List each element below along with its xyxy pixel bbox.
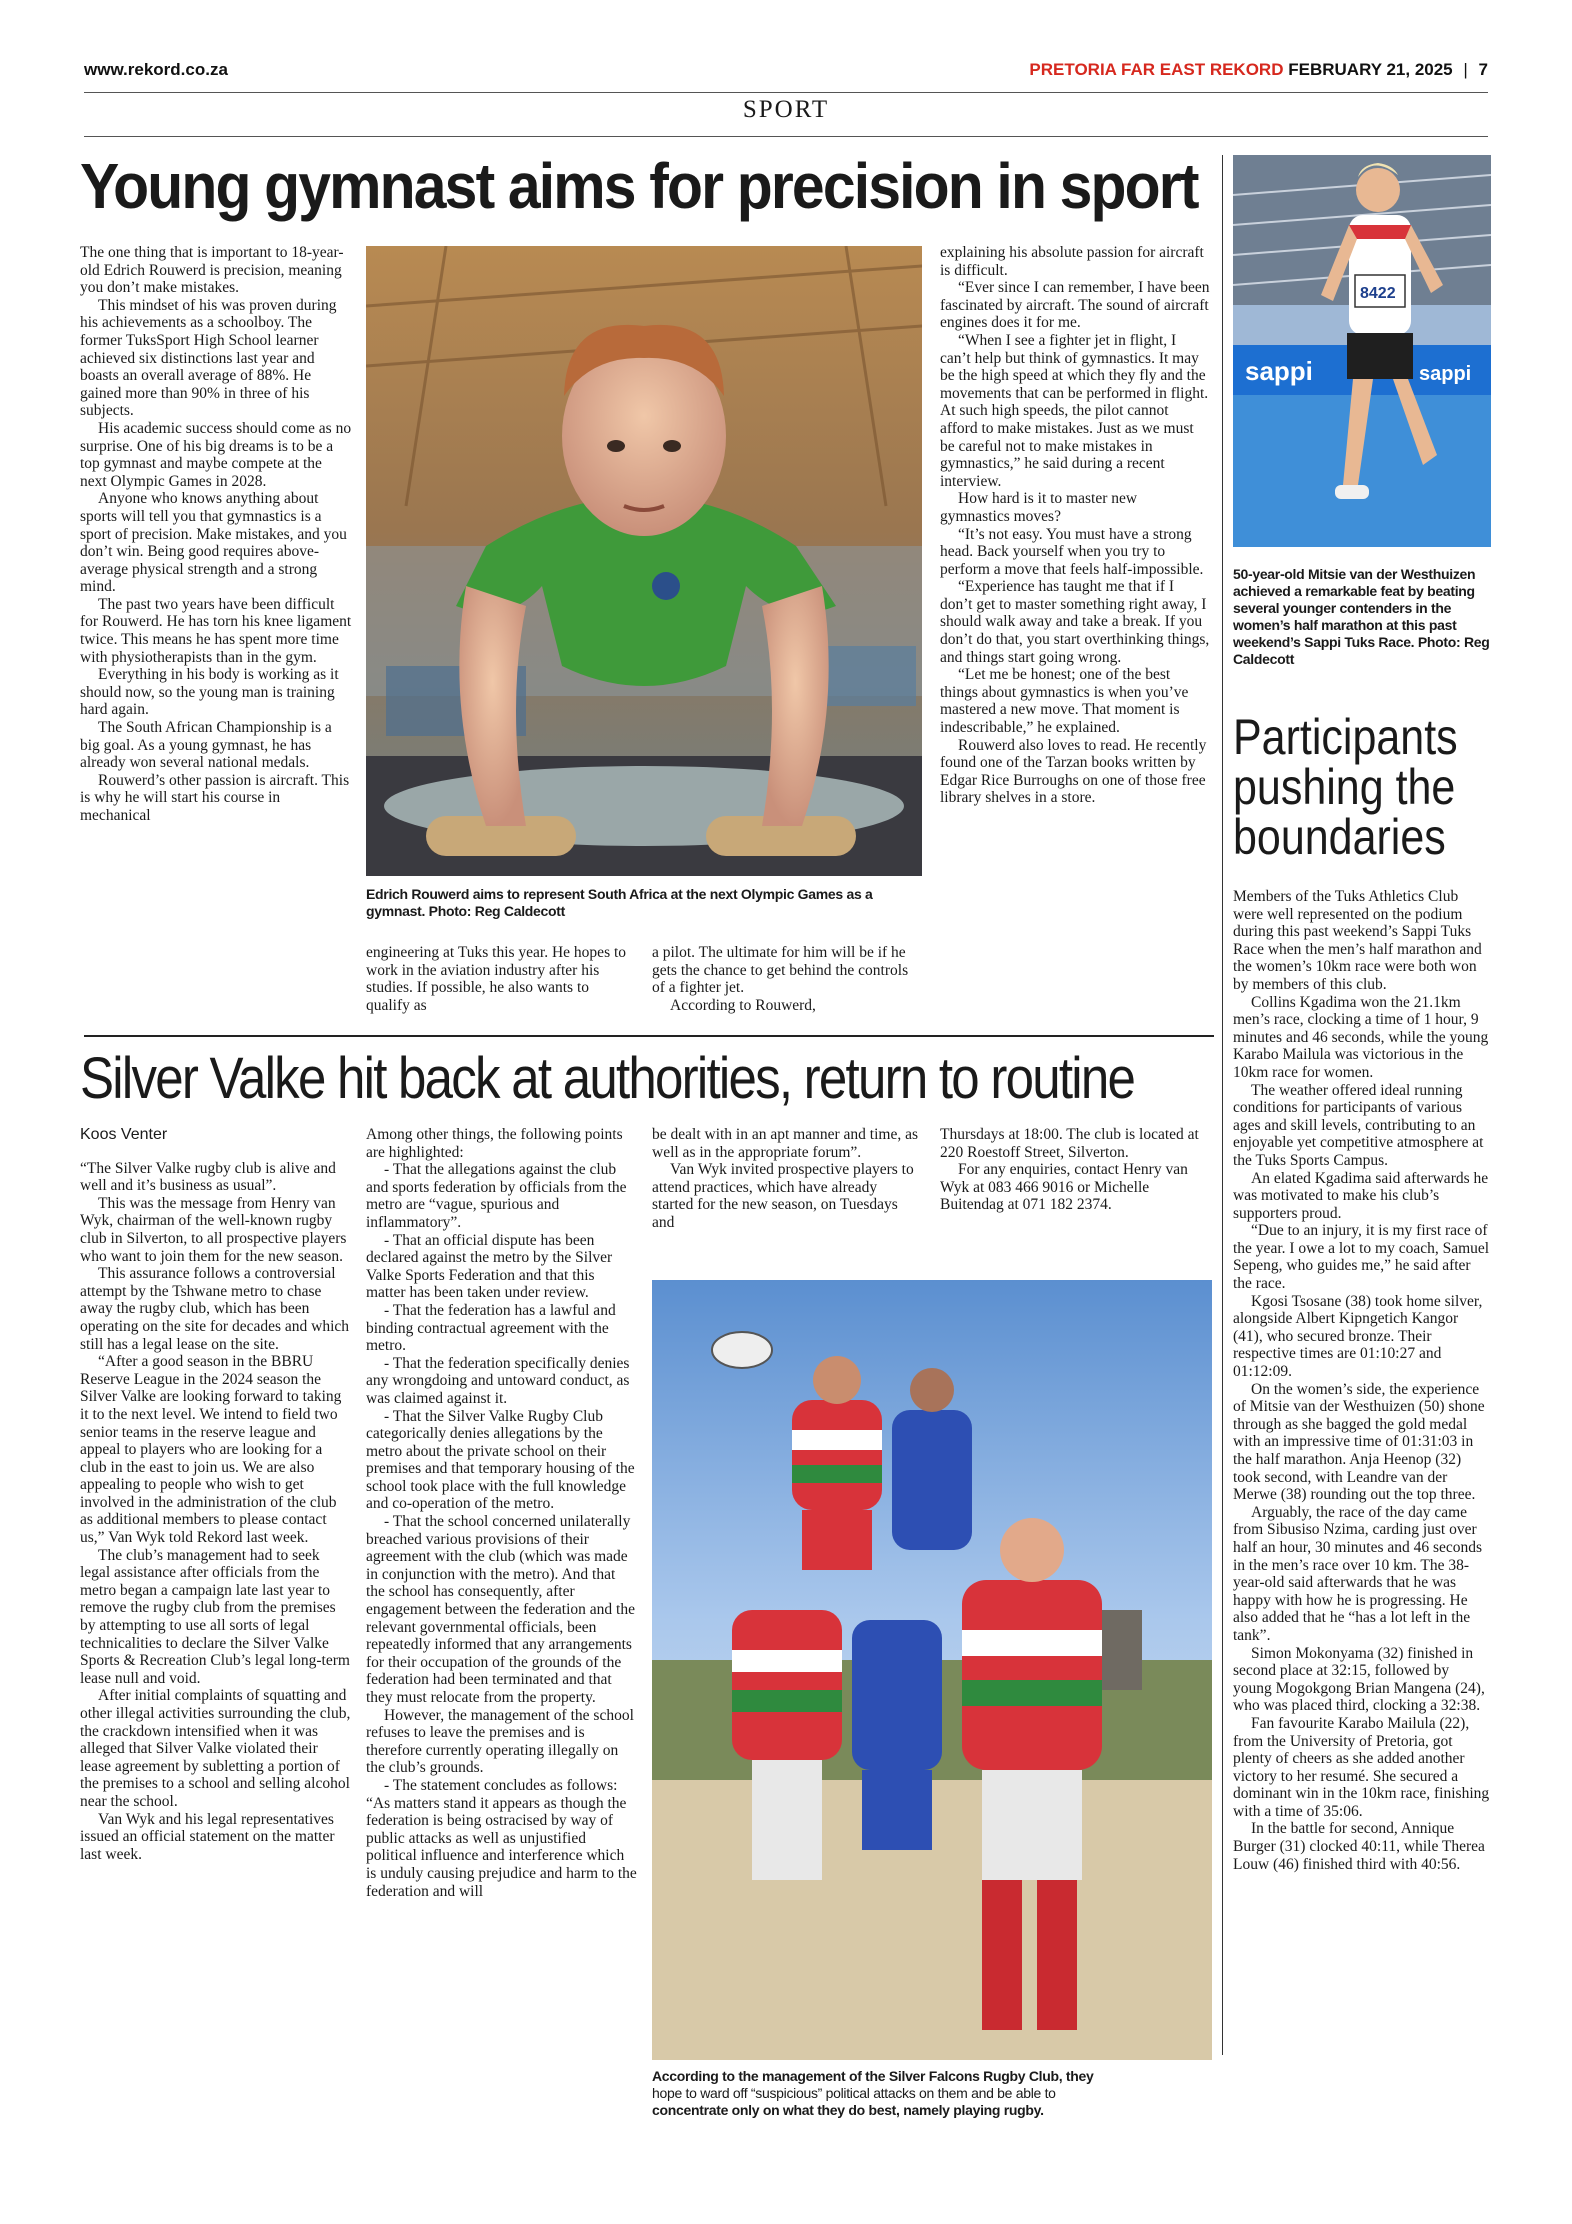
- paragraph: Members of the Tuks Athletics Club were well represented on the podium during this past weekend’s Sappi Tuks Race when the men’s half marathon and the women’s 10km race were both won by members of this club.: [1233, 888, 1482, 993]
- sponsor-banner: sappi: [1245, 356, 1313, 386]
- runner-photo: [1233, 155, 1491, 547]
- paragraph: This assurance follows a controversial attempt by the Tshwane metro to chase away the rugby club, which has been operating on the site for decades and which still has a legal lease on the site.: [80, 1265, 350, 1353]
- paragraph: - That the federation has a lawful and binding contractual agreement with the metro.: [366, 1301, 616, 1355]
- paragraph: “When I see a fighter jet in flight, I can’t help but think of gymnastics. It may be the high speed at which they fly and the movements that can be performed in flight. At such high speeds, the pilot cannot afford to make mistakes. Just as we must be careful not to make mistakes in gymnastics,” he said during a recent interview.: [940, 331, 1209, 490]
- rugby-caption-light: hope to ward off “suspicious” political attacks on them and be able to: [652, 2085, 1056, 2101]
- paragraph: Van Wyk and his legal representatives issued an official statement on the matter last week.: [80, 1810, 335, 1863]
- paragraph: In the battle for second, Annique Burger (31) clocked 40:11, while Therea Louw (46) finished third with 40:56.: [1233, 1820, 1485, 1873]
- paragraph: According to Rouwerd,: [670, 996, 816, 1014]
- valke-column-1: [80, 1126, 352, 1863]
- paragraph: - That the Silver Valke Rugby Club categorically denies allegations by the metro about the private school on their premises and that temporary housing of the school took place with the full knowledge and co-operation of the metro.: [366, 1407, 635, 1513]
- gymnast-illustration: [366, 246, 922, 876]
- byline: Koos Venter: [80, 1126, 168, 1143]
- paragraph: An elated Kgadima said afterwards he was motivated to make his club’s supporters proud.: [1233, 1169, 1489, 1222]
- gymnast-photo: [366, 246, 922, 876]
- header-rule: [84, 92, 1488, 93]
- paragraph: explaining his absolute passion for aircraft is difficult.: [940, 244, 1204, 279]
- gymnast-column-1: [80, 244, 352, 1022]
- paragraph: Fan favourite Karabo Mailula (22), from the University of Pretoria, got plenty of cheers as she added another victory to her resumé. She secured a dominant win in the 10km race, finishing with a time of 35:06.: [1233, 1714, 1490, 1820]
- paragraph: Among other things, the following points are highlighted:: [366, 1126, 623, 1161]
- paragraph: Anyone who knows anything about sports will tell you that gymnastics is a sport of precision. Make mistakes, and you don’t win. Being good requires above-average physical strength and a strong mind.: [80, 490, 347, 596]
- paragraph: Arguably, the race of the day came from Sibusiso Nzima, carding just over half an hour, 30 minutes and 46 seconds in the men’s race over 10 km. The 38-year-old said afterwards that he was happy with how he is progressing. He also added that he “has a lot left in the tank”.: [1233, 1503, 1483, 1644]
- runner-photo-caption: 50-year-old Mitsie van der Westhuizen achieved a remarkable feat by beating several younger contenders in the women’s half marathon at this past weekend’s Sappi Tuks Race. Photo: Reg Caldecott: [1233, 566, 1490, 667]
- separator: |: [1463, 60, 1468, 79]
- paragraph: His academic success should come as no surprise. One of his big dreams is to be a top gymnast and maybe compete at the next Olympic Games in 2028.: [80, 419, 352, 490]
- paragraph: Simon Mokonyama (32) finished in second place at 32:15, followed by young Mogokgong Brian Mangena (24), who was placed third, clocking a 32:38.: [1233, 1644, 1485, 1715]
- headline-gymnast[interactable]: Young gymnast aims for precision in sport: [80, 150, 1198, 222]
- paragraph: be dealt with in an apt manner and time, as well as in the appropriate forum”.: [652, 1126, 918, 1161]
- issue-date: FEBRUARY 21, 2025: [1288, 60, 1453, 79]
- rugby-caption-bold-2: concentrate only on what they do best, namely playing rugby.: [652, 2102, 1044, 2118]
- paragraph: a pilot. The ultimate for him will be if he gets the chance to get behind the controls of a fighter jet.: [652, 944, 909, 997]
- gymnast-column-4: [940, 244, 1210, 807]
- paragraph: Kgosi Tsosane (38) took home silver, alongside Albert Kipngetich Kangor (41), who secured bronze. Their respective times are 01:10:27 and 01:12:09.: [1233, 1292, 1483, 1381]
- athletics-column: [1233, 888, 1491, 1873]
- paragraph: - That the federation specifically denies any wrongdoing and untoward conduct, as was claimed against it.: [366, 1354, 630, 1407]
- article-divider: [84, 1035, 1214, 1037]
- bib-number: 8422: [1360, 285, 1396, 302]
- column-divider: [1222, 155, 1223, 2055]
- valke-column-2: [366, 1126, 638, 1900]
- headline-participants[interactable]: Participants pushing the boundaries: [1233, 709, 1458, 865]
- paragraph: The weather offered ideal running conditions for participants of various ages and skill levels, contributing to an enjoyable yet competitive atmosphere at the Tuks Sports Campus.: [1233, 1081, 1484, 1169]
- paragraph: After initial complaints of squatting and other illegal activities surrounding the club, the crackdown intensified when it was alleged that Silver Valke violated their lease agreement by subletting a portion of the premises to a school and selling alcohol near the school.: [80, 1687, 351, 1810]
- publication-name: PRETORIA FAR EAST REKORD: [1029, 60, 1284, 79]
- paragraph: “Due to an injury, it is my first race of the year. I owe a lot to my coach, Samuel Sepeng, who guides me,” he said after the race.: [1233, 1222, 1490, 1293]
- valke-column-4: [940, 1126, 1210, 1214]
- paragraph: “Experience has taught me that if I don’t get to master something right away, I should walk away and take a break. If you don’t do that, you start overthinking things, and things start going wrong.: [940, 578, 1210, 666]
- paragraph: engineering at Tuks this year. He hopes to work in the aviation industry after his studies. If possible, he also wants to qualify as: [366, 944, 627, 1014]
- gymnast-column-2: [366, 944, 632, 1014]
- rugby-photo: [652, 1280, 1212, 2060]
- paragraph: Rouwerd also loves to read. He recently found one of the Tarzan books written by Edgar Rice Burroughs on one of those free library shelves in a store.: [940, 736, 1207, 807]
- runner-illustration: [1233, 155, 1491, 547]
- paragraph: - That the school concerned unilaterally breached various provisions of their agreement with the club (which was made in conjunction with the metro). And that the school has consequently, after engagement between the federation and the relevant governmental officials, been repeatedly informed that any arrangements for their occupation of the grounds of the federation had been terminated and that they must relocate from the property.: [366, 1513, 635, 1706]
- valke-column-3: [652, 1126, 922, 1232]
- paragraph: “Let me be honest; one of the best things about gymnastics is when you’ve mastered a new move. That moment is indescribable,” he explained.: [940, 666, 1189, 737]
- paragraph: Everything in his body is working as it should now, so the young man is training hard again.: [80, 666, 339, 719]
- paragraph: However, the management of the school refuses to leave the premises and is therefore currently operating illegally on the club’s grounds.: [366, 1706, 634, 1777]
- paragraph: The South African Championship is a big goal. As a young gymnast, he has already won several national medals.: [80, 719, 332, 772]
- paragraph: - That the allegations against the club and sports federation by officials from the metro are “vague, spurious and inflammatory”.: [366, 1161, 627, 1231]
- paragraph: - That an official dispute has been declared against the metro by the Silver Valke Sports Federation and that this matter has been taken under review.: [366, 1231, 613, 1302]
- paragraph: The club’s management had to seek legal assistance after officials from the metro began a campaign late last year to remove the rugby club from the premises by attempting to use all sorts of legal technicalities to declare the Silver Valke Sports & Recreation Club’s legal long-term lease null and void.: [80, 1546, 350, 1687]
- paragraph: The past two years have been difficult for Rouwerd. He has torn his knee ligament twice. This means he has spent more time with physiotherapists than in the gym.: [80, 595, 352, 666]
- headline-silver-valke[interactable]: Silver Valke hit back at authorities, return to routine: [80, 1046, 1135, 1111]
- sponsor-banner-repeat: sappi: [1419, 363, 1472, 385]
- website-url[interactable]: www.rekord.co.za: [84, 60, 228, 79]
- paragraph: “The Silver Valke rugby club is alive and well and it’s business as usual”.: [80, 1159, 336, 1195]
- paragraph: This mindset of his was proven during his achievements as a schoolboy. The former TuksSport High School learner achieved six distinctions last year and boasts an overall average of 88%. He gained more than 90% in three of his subjects.: [80, 296, 337, 420]
- paragraph: For any enquiries, contact Henry van Wyk at 083 466 9016 or Michelle Buitendag at 071 182 2374.: [940, 1161, 1188, 1214]
- page-number: 7: [1478, 60, 1488, 79]
- paragraph: Thursdays at 18:00. The club is located at 220 Roestoff Street, Silverton.: [940, 1126, 1199, 1161]
- paragraph: Rouwerd’s other passion is aircraft. This is why he will start his course in mechanical: [80, 771, 350, 824]
- rugby-caption-bold-1: According to the management of the Silver Falcons Rugby Club, they: [652, 2068, 1094, 2084]
- paragraph: Van Wyk invited prospective players to attend practices, which have already started for the new season, on Tuesdays and: [652, 1161, 914, 1231]
- masthead-info: [1029, 60, 1488, 80]
- paragraph: The one thing that is important to 18-year-old Edrich Rouwerd is precision, meaning you don’t make mistakes.: [80, 244, 344, 297]
- paragraph: On the women’s side, the experience of Mitsie van der Westhuizen (50) shone through as she bagged the gold medal with an impressive time of 01:31:03 in the half marathon. Anja Heenop (32) took second, with Leandre van der Merwe (38) rounding out the top three.: [1233, 1380, 1485, 1504]
- paragraph: How hard is it to master new gymnastics moves?: [940, 490, 1138, 525]
- rugby-photo-caption: [652, 2068, 1212, 2119]
- section-rule: [84, 136, 1488, 137]
- section-label: SPORT: [742, 96, 830, 123]
- paragraph: “Ever since I can remember, I have been fascinated by aircraft. The sound of aircraft engines does it for me.: [940, 279, 1210, 332]
- paragraph: - The statement concludes as follows: “As matters stand it appears as though the federation is being ostracised by way of public attacks as well as unjustified political influence and interference which is unduly causing prejudice and harm to the federation and will: [366, 1776, 637, 1900]
- gymnast-photo-caption: Edrich Rouwerd aims to represent South Africa at the next Olympic Games as a gymnast. Photo: Reg Caldecott: [366, 886, 873, 919]
- paragraph: Collins Kgadima won the 21.1km men’s race, clocking a time of 1 hour, 9 minutes and 46 seconds, while the young Karabo Mailula was victorious in the 10km race for women.: [1233, 993, 1489, 1081]
- paragraph: “It’s not easy. You must have a strong head. Back yourself when you try to perform a move that feels half-impossible.: [940, 525, 1204, 578]
- gymnast-column-3: [652, 944, 922, 1014]
- paragraph: “After a good season in the BBRU Reserve League in the 2024 season the Silver Valke are looking forward to taking it to the next level. We intend to field two senior teams in the reserve league and appeal to players who are looking for a club in the east to join us. We are also appealing to people who wish to get involved in the administration of the club as additional members to please contact us,” Van Wyk told Rekord last week.: [80, 1353, 342, 1547]
- paragraph: This was the message from Henry van Wyk, chairman of the well-known rugby club in Silverton, to all prospective players who want to join them for the new season.: [80, 1194, 347, 1265]
- rugby-illustration: [652, 1280, 1212, 2060]
